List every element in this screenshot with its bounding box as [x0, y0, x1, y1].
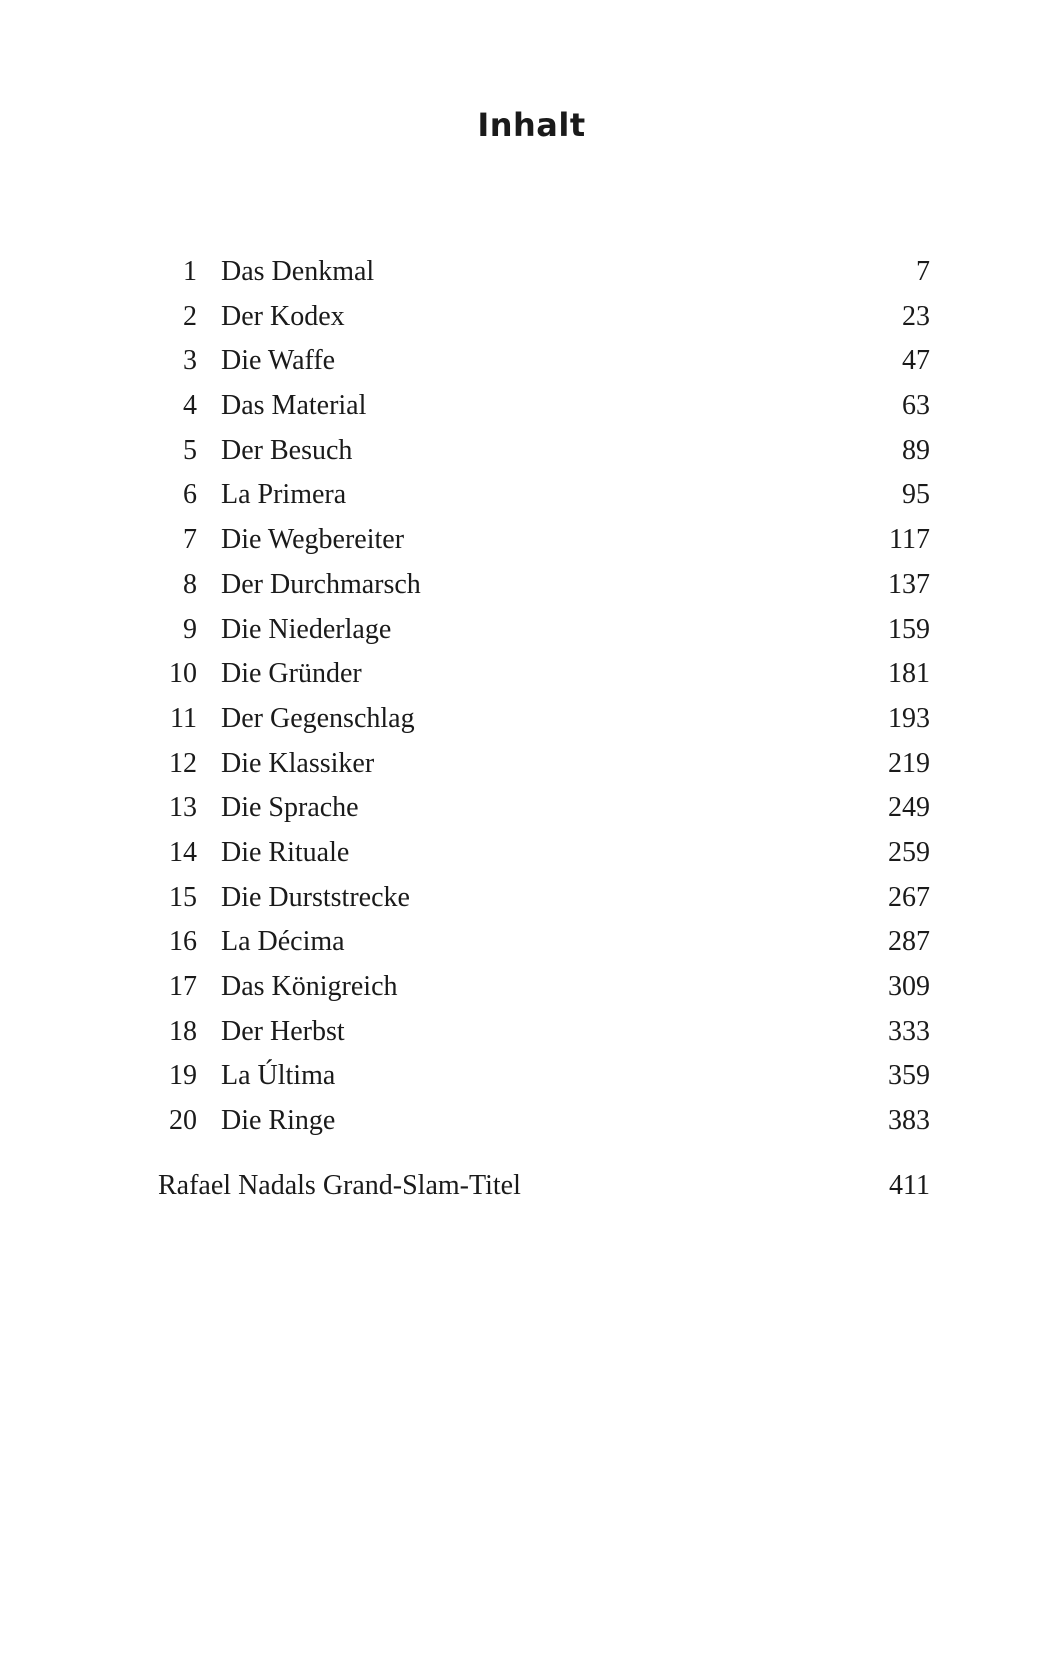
page-title: Inhalt: [477, 106, 586, 144]
chapter-title: Der Besuch: [221, 434, 353, 466]
chapter-title: Der Durchmarsch: [221, 568, 421, 600]
toc-row: [0, 295, 1063, 340]
chapter-title: Die Durststrecke: [221, 881, 410, 913]
page-number: 137: [888, 568, 930, 600]
toc-row: [0, 473, 1063, 518]
chapter-number: 12: [169, 747, 197, 779]
toc-row: [0, 920, 1063, 965]
chapter-number: 2: [183, 300, 197, 332]
toc-row: [0, 652, 1063, 697]
chapter-title: Der Gegenschlag: [221, 702, 415, 734]
chapter-number: 1: [183, 256, 197, 287]
toc-row: [0, 697, 1063, 742]
chapter-title: La Primera: [221, 479, 347, 511]
toc-row: [0, 965, 1063, 1010]
chapter-number: 8: [183, 568, 197, 600]
chapter-title: Der Herbst: [221, 1015, 345, 1047]
chapter-number: 15: [169, 881, 197, 913]
chapter-title: Die Sprache: [221, 792, 359, 824]
chapter-number: 14: [169, 836, 197, 868]
toc-row: [0, 563, 1063, 608]
chapter-number: 4: [183, 390, 197, 422]
page-number: 333: [888, 1015, 930, 1047]
page-number: 249: [888, 792, 930, 824]
chapter-number: 6: [183, 479, 197, 511]
toc-row: [0, 608, 1063, 653]
toc-row: [0, 1010, 1063, 1055]
chapter-title: La Última: [221, 1060, 336, 1092]
page-number: 219: [888, 747, 930, 779]
page-number: 383: [888, 1105, 930, 1137]
chapter-number: 3: [183, 345, 197, 377]
chapter-number: 10: [169, 658, 197, 690]
chapter-number: 13: [169, 792, 197, 824]
chapter-title: Das Königreich: [221, 971, 398, 1002]
page-number: 309: [888, 971, 930, 1002]
page-number: 63: [902, 390, 930, 422]
page-number: 47: [902, 345, 930, 377]
chapter-title: Das Denkmal: [221, 256, 375, 287]
chapter-number: 19: [169, 1060, 197, 1092]
toc-row: [0, 742, 1063, 787]
page-number: 23: [902, 300, 930, 332]
toc-row: [0, 429, 1063, 474]
chapter-number: 20: [169, 1105, 197, 1137]
chapter-title: Die Niederlage: [221, 613, 392, 645]
chapter-number: 18: [169, 1015, 197, 1047]
toc-row: [0, 831, 1063, 876]
chapter-title: Die Waffe: [221, 345, 336, 377]
appendix-title: Rafael Nadals Grand-Slam-Titel: [158, 1170, 521, 1201]
toc-row: [0, 876, 1063, 921]
page-number: 117: [889, 524, 930, 556]
chapter-title: Die Rituale: [221, 836, 350, 868]
page-number: 287: [888, 926, 930, 958]
chapter-title: Das Material: [221, 390, 367, 422]
page-number: 95: [902, 479, 930, 511]
page-number: 259: [888, 836, 930, 868]
table-of-contents: [0, 250, 1063, 1144]
page-number: 89: [902, 434, 930, 466]
chapter-title: Die Gründer: [221, 658, 362, 690]
appendix-page-number: 411: [889, 1170, 930, 1201]
toc-appendix-row: [0, 1164, 1063, 1208]
chapter-title: Die Wegbereiter: [221, 524, 405, 556]
page-number: 181: [888, 658, 930, 690]
toc-row: [0, 339, 1063, 384]
chapter-number: 11: [170, 702, 197, 734]
page-number: 7: [916, 256, 930, 287]
toc-row: [0, 250, 1063, 295]
page-number: 193: [888, 702, 930, 734]
toc-row: [0, 786, 1063, 831]
page-number: 159: [888, 613, 930, 645]
chapter-title: Der Kodex: [221, 300, 345, 332]
chapter-title: Die Ringe: [221, 1105, 336, 1137]
chapter-title: La Décima: [221, 926, 345, 958]
chapter-number: 7: [183, 524, 197, 556]
chapter-title: Die Klassiker: [221, 747, 375, 779]
toc-row: [0, 518, 1063, 563]
chapter-number: 5: [183, 434, 197, 466]
toc-row: [0, 1054, 1063, 1099]
chapter-number: 9: [183, 613, 197, 645]
chapter-number: 17: [169, 971, 197, 1002]
chapter-number: 16: [169, 926, 197, 958]
page-number: 267: [888, 881, 930, 913]
toc-row: [0, 1099, 1063, 1144]
page-number: 359: [888, 1060, 930, 1092]
toc-row: [0, 384, 1063, 429]
